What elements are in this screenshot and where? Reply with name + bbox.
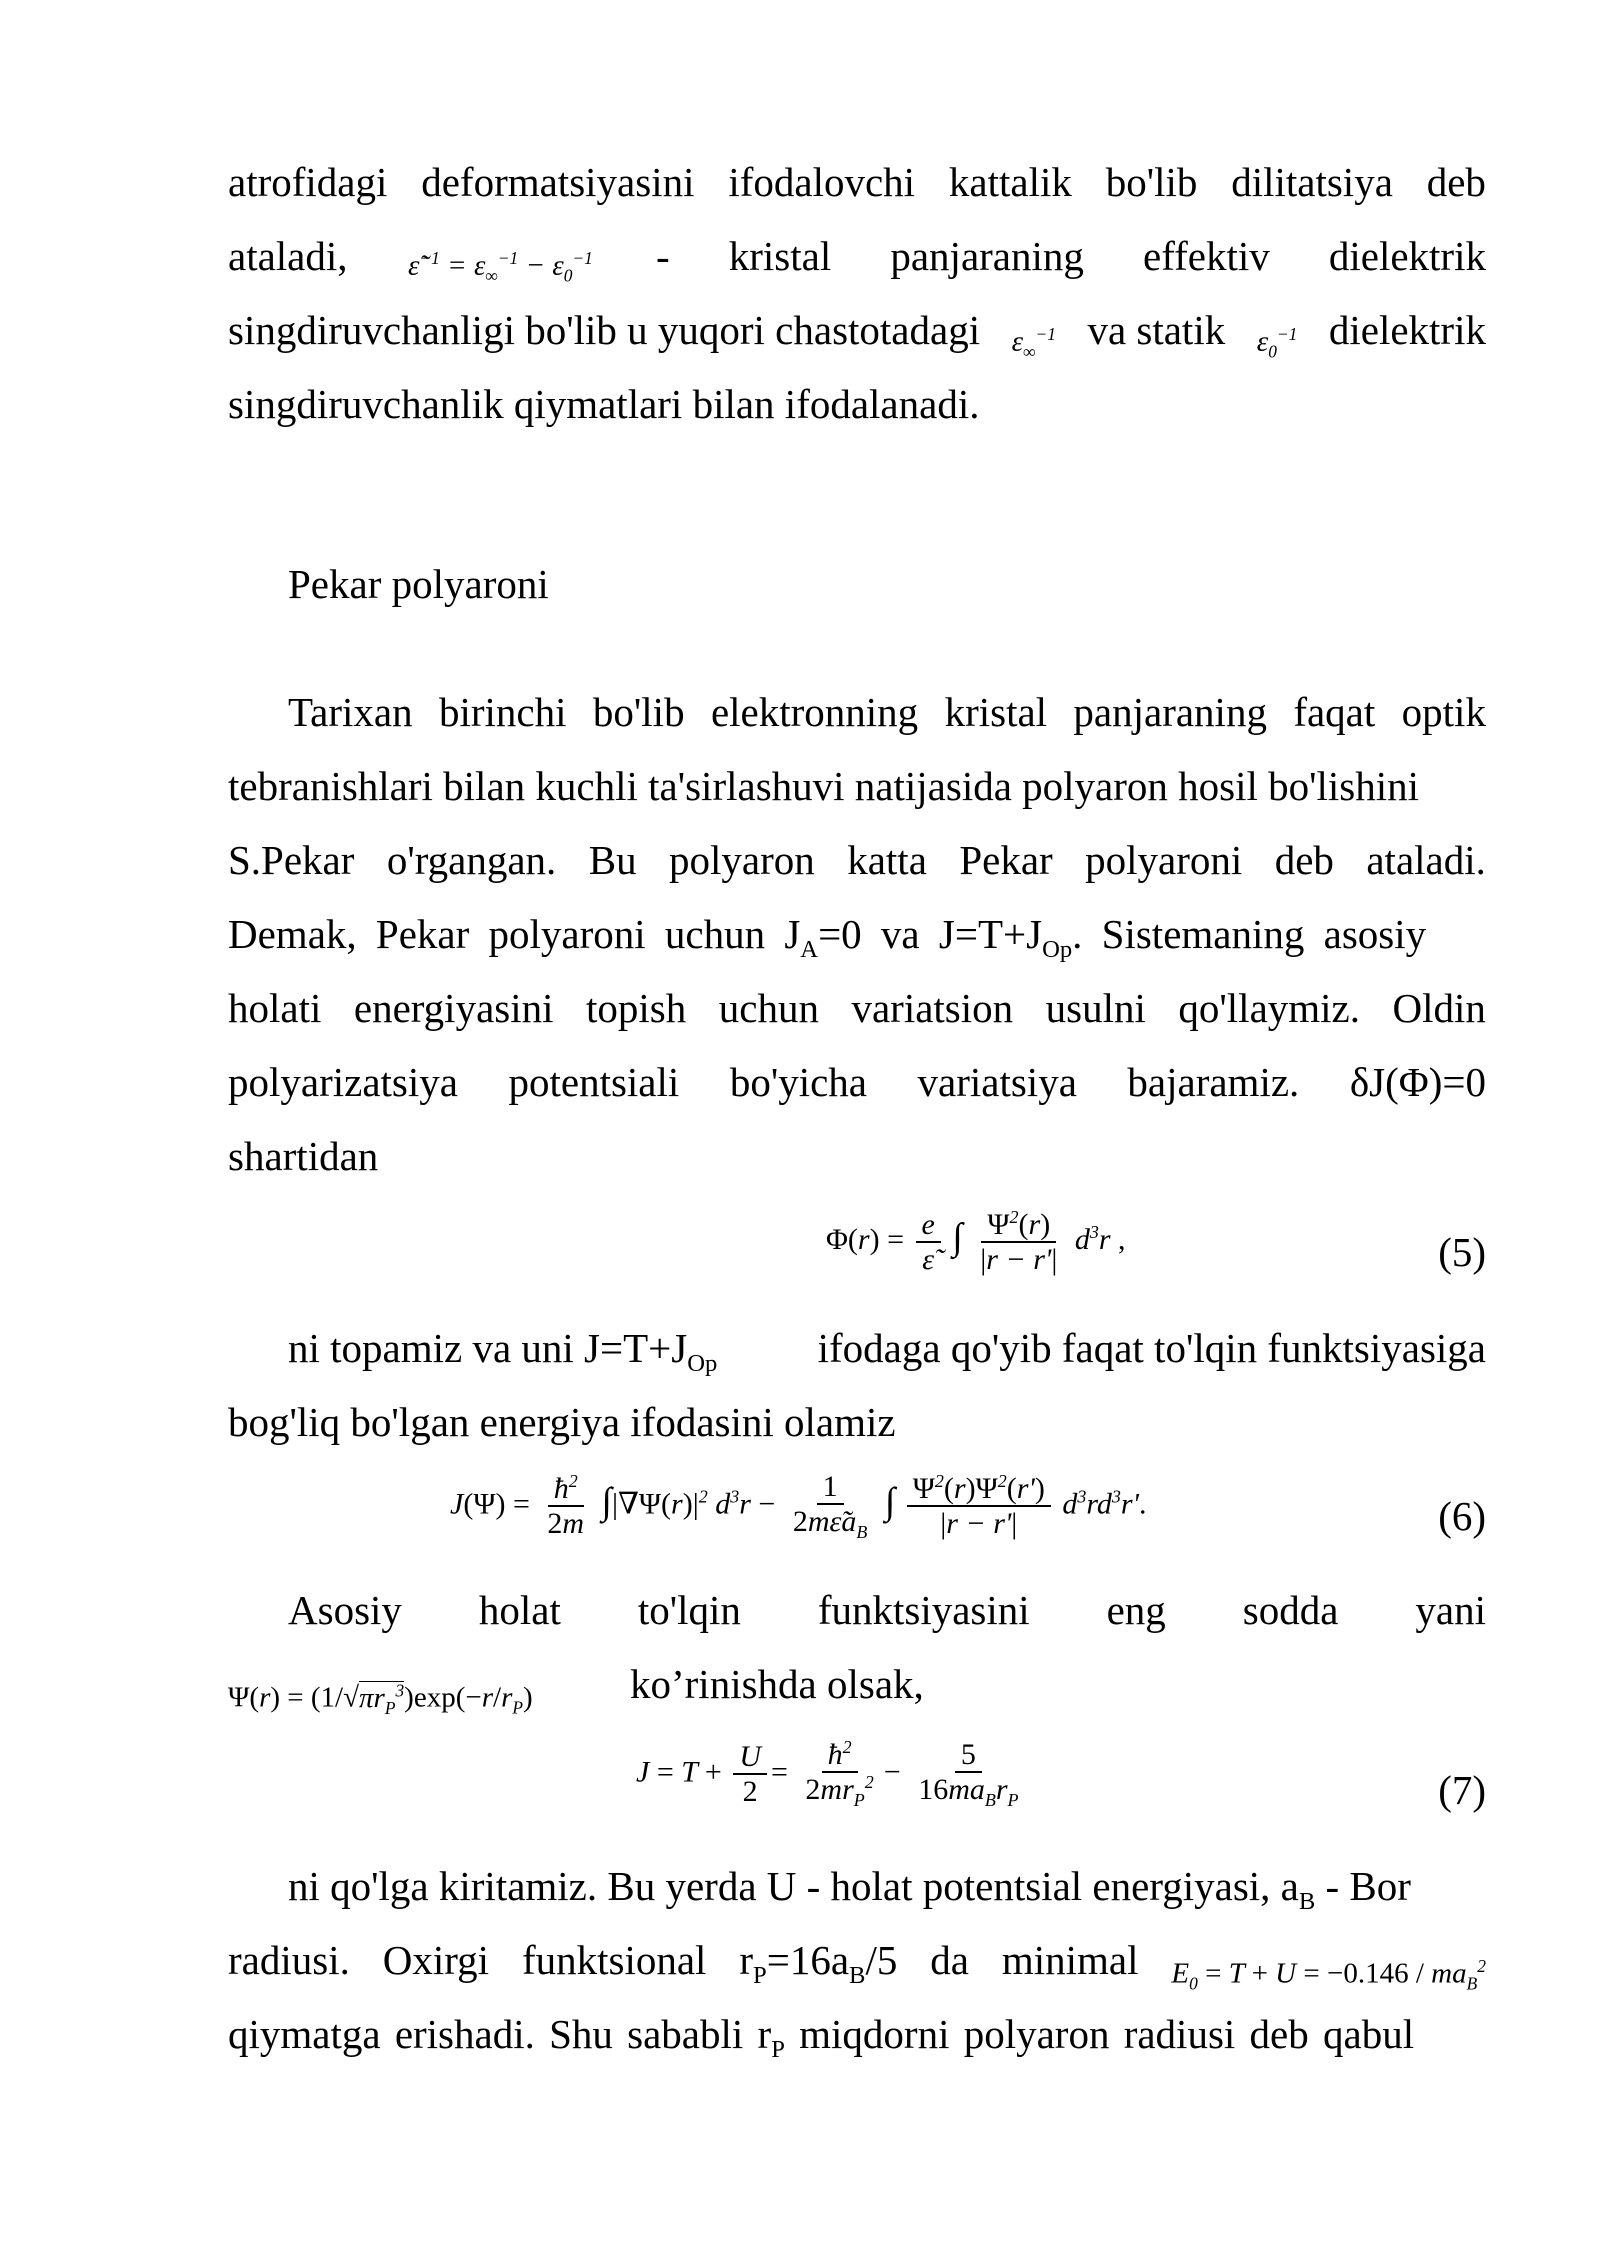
ground-energy-formula: $E_0 = T + U = -0.146 / ma_B^2$ — [1171, 1956, 1486, 1994]
equation-5: Φ(r) = $\frac{e}{\varepsiloñ}$ ∫ $\frac{\Psi^2(r)}{|r - r'|}$ $d^3r$ , — [826, 1207, 1126, 1276]
para1-line1 — [228, 158, 1486, 206]
word: topish — [586, 985, 687, 1031]
word: Oldin — [1392, 985, 1486, 1031]
word: polyarizatsiya — [228, 1059, 458, 1105]
word: holat — [478, 1587, 561, 1633]
word: panjaraning — [890, 233, 1084, 279]
text: ni topamiz va uni J=T+J — [288, 1325, 688, 1371]
word: faqat — [1293, 689, 1376, 735]
text: ifodaga qo'yib faqat to'lqin funktsiyasiga — [817, 1325, 1486, 1371]
word: energiyasini — [353, 985, 554, 1031]
word: dielektrik — [1328, 233, 1486, 279]
word: uchun — [718, 985, 819, 1031]
text: =16a — [766, 1937, 850, 1983]
subscript: B — [849, 1962, 866, 1990]
word: S.Pekar — [228, 837, 355, 883]
word: deformatsiyasini — [421, 159, 695, 205]
word: yani — [1415, 1587, 1486, 1633]
word: Bu — [588, 837, 637, 883]
text: r — [739, 1937, 754, 1983]
text: da — [930, 1937, 969, 1983]
word: katta — [847, 837, 927, 883]
text: /5 — [865, 1937, 898, 1983]
para5-line3 — [228, 2010, 1486, 2074]
word: Tarixan — [288, 689, 413, 735]
subscript: Op — [1042, 936, 1073, 964]
para2-line1 — [288, 688, 1486, 736]
word: deb — [1274, 837, 1334, 883]
word: polyaron — [669, 837, 815, 883]
para2-line5 — [228, 984, 1486, 1032]
word: elektronning — [710, 689, 919, 735]
word: sodda — [1242, 1587, 1339, 1633]
para2-line4 — [228, 910, 1486, 974]
subscript: P — [753, 1962, 767, 1990]
word: holati — [228, 985, 322, 1031]
word: polyaroni — [1085, 837, 1243, 883]
word: bo'lib — [1105, 159, 1198, 205]
para2-line3 — [228, 836, 1486, 884]
para1-line2-rest — [656, 232, 1486, 280]
word: δJ(Φ)=0 — [1349, 1059, 1486, 1105]
equation-7: J = T + $\frac{U}{2}$ = $\frac{ħ^2}{2mr_P^2}$ − $\frac{5}{16ma_Br_P}$ — [636, 1737, 1019, 1810]
para3-line2 — [228, 1398, 1486, 1446]
wavefunction-formula: $\Psi(r) = (1/√\pi r_P^3)\exp(-r/r_P)$ — [228, 1680, 533, 1718]
text: Oxirgi — [382, 1937, 490, 1983]
para1-line4 — [228, 380, 1486, 428]
subscript: A — [800, 936, 819, 964]
text: tebranishlari bilan kuchli ta'sirlashuvi natijasida polyaron hosil bo'lishini — [228, 763, 1420, 809]
epsilon-inf-symbol: $\varepsilon_\infty^{-1}$ — [1011, 324, 1056, 362]
word: kristal — [944, 689, 1048, 735]
text: minimal — [1001, 1937, 1139, 1983]
word: usulni — [1045, 985, 1146, 1031]
section-heading: Pekar polyaroni — [288, 561, 549, 607]
equation-5-number: (5) — [1438, 1229, 1486, 1275]
word: eng — [1106, 1587, 1166, 1633]
equation-7-number: (7) — [1438, 1767, 1486, 1813]
text: radiusi. — [228, 1937, 350, 1983]
para2-line6 — [228, 1058, 1486, 1106]
subscript: P — [771, 2036, 785, 2064]
word: potentsiali — [508, 1059, 680, 1105]
text: . Sistemaning asosiy — [1072, 911, 1427, 957]
text: ni qo'lga kiritamiz. Bu yerda U - holat potentsial energiyasi, a — [288, 1863, 1299, 1909]
text: singdiruvchanligi bo'lib u yuqori chastotadagi — [228, 307, 981, 353]
equation-6-number: (6) — [1438, 1493, 1486, 1539]
text: shartidan — [228, 1133, 379, 1179]
para1-line3 — [228, 306, 1486, 375]
word: birinchi — [439, 689, 567, 735]
text: va statik — [1087, 307, 1226, 353]
word: kattalik — [948, 159, 1072, 205]
para3-line1 — [288, 1324, 1486, 1388]
equation-6: J(Ψ) = $\frac{ħ^2}{2m}$ $\int|\nabla\Psi(r)|^2$ $d^3r$ − $\frac{1}{2m\varepsiloña_B}$ ∫ $\frac{\Psi^2(r)\Psi^2(r')}{|r - r'|}$ $d^3rd^3r'$. — [450, 1470, 1147, 1542]
text: dielektrik — [1328, 307, 1486, 353]
subscript: Op — [687, 1350, 718, 1378]
word: - — [656, 233, 670, 279]
text: singdiruvchanlik qiymatlari bilan ifodalanadi. — [228, 381, 980, 427]
text: miqdorni polyaron radiusi deb qabul — [784, 2011, 1415, 2057]
text: - Bor — [1315, 1863, 1411, 1909]
word: bo'lib — [592, 689, 685, 735]
epsilon-zero-symbol: $\varepsilon_0^{-1}$ — [1256, 324, 1298, 362]
text: funktsional — [521, 1937, 707, 1983]
word: optik — [1401, 689, 1486, 735]
para1-line2 — [228, 232, 1486, 286]
word: dilitatsiya — [1231, 159, 1393, 205]
word: atrofidagi — [228, 159, 388, 205]
text: Demak, Pekar polyaroni uchun J — [228, 911, 801, 957]
word: panjaraning — [1073, 689, 1267, 735]
text: ataladi, — [228, 233, 348, 279]
text: bog'liq bo'lgan energiya ifodasini olamiz — [228, 1399, 896, 1445]
para2-line2 — [228, 762, 1486, 810]
text: =0 va J=T+J — [818, 911, 1043, 957]
epsilon-formula: ε̃$^{-1}$ = $\varepsilon_\infty^{-1} - \varepsilon_0^{-1}$ — [408, 248, 593, 286]
word: o'rgangan. — [386, 837, 557, 883]
word: qo'llaymiz. — [1178, 985, 1361, 1031]
para2-line7 — [228, 1132, 1486, 1180]
word: bo'yicha — [729, 1059, 867, 1105]
word: bajaramiz. — [1127, 1059, 1300, 1105]
word: variatsiya — [917, 1059, 1077, 1105]
text: ko’rinishda olsak, — [630, 1661, 924, 1707]
para5-line1 — [288, 1862, 1486, 1926]
word: to'lqin — [637, 1587, 741, 1633]
word: Asosiy — [288, 1587, 402, 1633]
subscript: B — [1298, 1888, 1316, 1916]
para5-line2 — [228, 1936, 1486, 2007]
word: funktsiyasini — [817, 1587, 1030, 1633]
word: ataladi. — [1366, 837, 1486, 883]
word: variatsion — [851, 985, 1014, 1031]
word: deb — [1426, 159, 1486, 205]
word: effektiv — [1143, 233, 1270, 279]
text: qiymatga erishadi. Shu sababli r — [228, 2011, 772, 2057]
word: Pekar — [959, 837, 1053, 883]
word: ifodalovchi — [728, 159, 916, 205]
para4-line1 — [288, 1586, 1486, 1634]
word: kristal — [728, 233, 832, 279]
